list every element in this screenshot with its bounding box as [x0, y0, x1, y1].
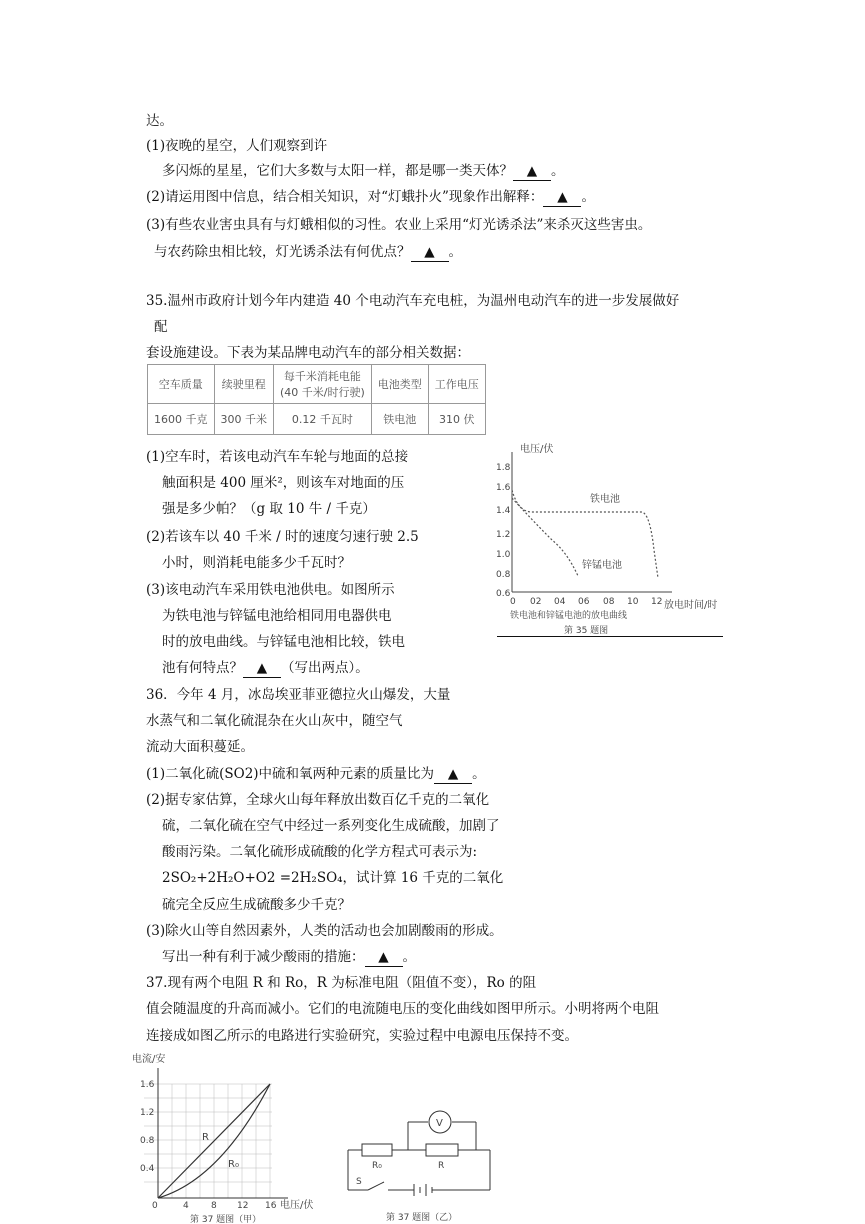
text-line: 配	[154, 319, 168, 335]
table-header: 每千米消耗电能 (40 千米/时行驶)	[274, 365, 372, 404]
switch-label: S	[356, 1177, 362, 1187]
text-line: 流动大面积蔓延。	[146, 739, 254, 755]
table-cell: 0.12 千瓦时	[274, 404, 372, 435]
table-cell: 310 伏	[428, 404, 485, 435]
equation-line: 2SO₂+2H₂O+O2 =2H₂SO₄，试计算 16 千克的二氧化	[162, 870, 504, 886]
table-header: 工作电压	[428, 365, 485, 404]
y-axis-label: 电流/安	[132, 1054, 166, 1065]
table-cell: 300 千米	[214, 404, 274, 435]
series-label-zinc: 锌锰电池	[582, 560, 622, 571]
voltmeter-label: V	[436, 1118, 443, 1129]
answer-blank[interactable]: ▲	[365, 948, 403, 967]
text-line: (1)空车时，若该电动汽车车轮与地面的总接	[146, 449, 409, 465]
vehicle-data-table	[147, 364, 486, 435]
current-voltage-chart	[120, 1050, 335, 1224]
text-line: 为铁电池与锌锰电池给相同用电器供电	[162, 608, 392, 624]
text-line: 酸雨污染。二氧化硫形成硫酸的化学方程式可表示为:	[162, 844, 478, 860]
text-line: (3)有些农业害虫具有与灯蛾相似的习性。农业上采用“灯光诱杀法”来杀灭这些害虫。	[146, 217, 652, 233]
text-line: (2)据专家估算，全球火山每年释放出数百亿千克的二氧化	[146, 792, 490, 808]
y-tick-label: 1.2	[496, 530, 511, 540]
x-tick-label: 4	[183, 1201, 189, 1211]
answer-blank[interactable]: ▲	[411, 243, 449, 262]
y-tick-label: 0.8	[496, 570, 511, 580]
y-tick-label: 1.8	[496, 463, 511, 473]
x-axis-label: 电压/伏	[280, 1200, 314, 1211]
question-37: 37.现有两个电阻 R 和 Ro，R 为标准电阻（阻值不变），Ro 的阻	[146, 975, 537, 991]
y-tick-label: 1.4	[496, 506, 511, 516]
text-line: (1)夜晚的星空，人们观察到许	[146, 138, 328, 154]
text-line: (3)除火山等自然因素外，人类的活动也会加剧酸雨的形成。	[146, 923, 503, 939]
answer-blank[interactable]: ▲	[434, 765, 472, 784]
x-tick-label: 0	[510, 597, 516, 607]
x-tick-label: 08	[603, 597, 615, 607]
figure-label: 第 35 题图	[564, 626, 609, 636]
y-tick-label: 0	[152, 1201, 158, 1211]
table-cell: 铁电池	[371, 404, 428, 435]
x-tick-label: 12	[237, 1201, 249, 1211]
figure-caption: 第 37 题图（乙）	[386, 1213, 458, 1223]
table-header: 空车质量	[148, 365, 215, 404]
y-tick-label: 1.0	[496, 550, 511, 560]
zinc-battery-curve	[512, 498, 578, 576]
y-tick-label: 0.4	[140, 1164, 155, 1174]
answer-blank[interactable]: ▲	[243, 659, 281, 678]
table-header: 电池类型	[371, 365, 428, 404]
y-tick-label: 1.6	[496, 483, 511, 493]
text-line: (3)该电动汽车采用铁电池供电。如图所示	[146, 582, 395, 598]
battery-discharge-chart	[492, 440, 732, 640]
x-axis-label: 放电时间/时	[664, 600, 718, 611]
chart-caption: 铁电池和锌锰电池的放电曲线	[510, 611, 628, 621]
series-label-iron: 铁电池	[590, 494, 620, 505]
text-line: 水蒸气和二氧化硫混杂在火山灰中，随空气	[146, 713, 403, 729]
text-line: 强是多少帕？（g 取 10 牛 / 千克）	[162, 501, 376, 517]
answer-blank[interactable]: ▲	[513, 162, 551, 181]
text-line: 连接成如图乙所示的电路进行实验研究，实验过程中电源电压保持不变。	[146, 1028, 578, 1044]
text-line: (2)若该车以 40 千米 / 时的速度匀速行驶 2.5	[146, 529, 419, 545]
circuit-diagram	[340, 1100, 510, 1224]
text-line: 触面积是 400 厘米²，则该车对地面的压	[162, 475, 405, 491]
label-ro: R₀	[228, 1159, 239, 1170]
text-line: 多闪烁的星星，它们大多数与太阳一样，都是哪一类天体？ ▲ 。	[162, 163, 565, 179]
resistor-r-label: R	[438, 1161, 445, 1171]
text-line: 池有何特点？ ▲ （写出两点）。	[162, 660, 369, 676]
text-line: 值会随温度的升高而减小。它们的电流随电压的变化曲线如图甲所示。小明将两个电阻	[146, 1001, 659, 1017]
text-line: 小时，则消耗电能多少千瓦时？	[162, 555, 351, 571]
question-36: 36．今年 4 月，冰岛埃亚菲亚德拉火山爆发，大量	[146, 687, 451, 703]
x-tick-label: 02	[530, 597, 542, 607]
text-line: 套设施建设。下表为某品牌电动汽车的部分相关数据：	[146, 345, 470, 361]
x-tick-label: 8	[211, 1201, 217, 1211]
text-line: 硫完全反应生成硫酸多少千克？	[162, 897, 351, 913]
x-tick-label: 12	[651, 597, 663, 607]
y-tick-label: 1.2	[140, 1108, 155, 1118]
text-line: 写出一种有利于减少酸雨的措施： ▲ 。	[162, 949, 416, 965]
x-tick-label: 16	[265, 1201, 277, 1211]
text-line: (1)二氧化硫(SO2)中硫和氧两种元素的质量比为 ▲ 。	[146, 766, 486, 782]
question-35: 35.温州市政府计划今年内建造 40 个电动汽车充电桩，为温州电动汽车的进一步发展做好	[146, 293, 680, 309]
x-tick-label: 10	[627, 597, 639, 607]
text-line: (2)请运用图中信息，结合相关知识，对“灯蛾扑火”现象作出解释： ▲ 。	[146, 189, 595, 205]
label-r: R	[202, 1132, 209, 1143]
x-tick-label: 04	[554, 597, 566, 607]
divider	[497, 636, 723, 637]
text-line: 时的放电曲线。与锌锰电池相比较，铁电	[162, 634, 405, 650]
resistor-ro-label: R₀	[372, 1161, 382, 1171]
y-tick-label: 0.8	[140, 1136, 155, 1146]
figure-caption: 第 37 题图（甲）	[190, 1215, 262, 1224]
text-line: 达。	[146, 113, 173, 129]
y-tick-label: 1.6	[140, 1080, 155, 1090]
answer-blank[interactable]: ▲	[543, 188, 581, 207]
y-axis-label: 电压/伏	[520, 444, 554, 455]
y-tick-label: 0.6	[496, 589, 511, 599]
x-tick-label: 06	[578, 597, 590, 607]
table-header: 续驶里程	[214, 365, 274, 404]
text-line: 硫，二氧化硫在空气中经过一系列变化生成硫酸，加剧了	[162, 818, 500, 834]
table-cell: 1600 千克	[148, 404, 215, 435]
text-line: 与农药除虫相比较，灯光诱杀法有何优点？ ▲ 。	[154, 244, 462, 260]
